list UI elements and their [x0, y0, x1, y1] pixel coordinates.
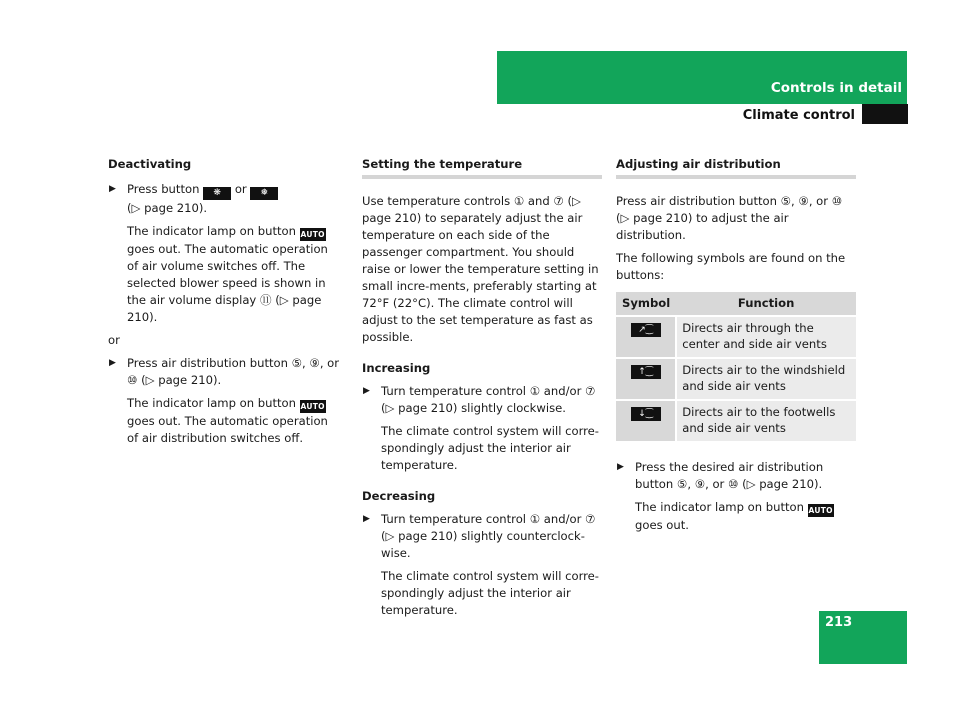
bullet-text: Press the desired air distribution button ⑤, ⑨, or ⑩ (▷ page 210). — [635, 459, 824, 491]
heading-air-distribution: Adjusting air distribution — [616, 157, 856, 179]
column-header-function: Function — [676, 292, 856, 316]
heading-setting-temperature: Setting the temperature — [362, 157, 602, 179]
function-cell: Directs air to the windshield and side air vents — [676, 358, 856, 400]
subsection-title: Climate control — [742, 108, 855, 123]
auto-button-icon: AUTO — [300, 402, 325, 411]
section-title: Controls in detail — [770, 80, 902, 96]
air-center-side-icon: ↗⁐ — [631, 323, 661, 337]
column-deactivating — [108, 157, 340, 453]
bullet-text: Press button — [127, 182, 200, 196]
table-row — [616, 358, 856, 400]
column-setting-temperature — [362, 157, 602, 625]
symbol-cell — [616, 358, 676, 400]
bullet-increasing — [362, 383, 602, 417]
bullet-decreasing — [362, 511, 602, 562]
paragraph-text-start: The indicator lamp on button — [127, 224, 296, 238]
paragraph-intro: Press air distribution button ⑤, ⑨, or ⑩ (▷ page 210) to adjust the air distribution. — [616, 194, 843, 242]
bullet-arrow-icon: ▶ — [363, 386, 370, 396]
fan-high-icon: ❅ — [250, 187, 278, 200]
section-tab-marker — [862, 104, 908, 124]
symbol-cell — [616, 400, 676, 441]
heading-deactivating: Deactivating — [108, 157, 192, 171]
page-reference: (▷ page 210). — [127, 201, 208, 215]
function-cell: Directs air to the footwells and side air vents — [676, 400, 856, 441]
paragraph-text-start: The indicator lamp on button — [127, 396, 296, 410]
page-number: 213 — [825, 615, 853, 630]
symbol-table — [616, 292, 856, 441]
heading-decreasing: Decreasing — [362, 489, 436, 503]
air-footwell-side-icon: ↓⁐ — [631, 407, 661, 421]
auto-button-icon: AUTO — [808, 505, 833, 515]
paragraph-indicator-lamp — [616, 499, 856, 534]
column-air-distribution — [616, 157, 856, 540]
bullet-text: Press air distribution button ⑤, ⑨, or ⑩ (▷ page 210). — [127, 356, 340, 387]
table-header-row — [616, 292, 856, 316]
symbol-cell — [616, 316, 676, 358]
paragraph-intro: Use temperature controls ① and ⑦ (▷ page 210) to separately adjust the air temperature on each side of the passenger compartment. You should raise or lower the temperature setting in small incre-ments, preferably starting at 72°F (22°C). The climate control will adjust to the set temperature as fast as possible. — [362, 194, 599, 344]
table-row — [616, 316, 856, 358]
bullet-text: Turn temperature control ① and/or ⑦ (▷ page 210) slightly clockwise. — [381, 384, 596, 415]
paragraph-increasing: The climate control system will corre-spondingly adjust the interior air temperature. — [381, 424, 599, 472]
auto-button-icon: AUTO — [300, 230, 325, 239]
bullet-arrow-icon: ▶ — [617, 461, 624, 472]
paragraph-text-end: goes out. The automatic operation of air volume switches off. The selected blower speed is shown in the air volume display ⑪ (▷ page 210). — [127, 242, 328, 324]
function-cell: Directs air through the center and side air vents — [676, 316, 856, 358]
paragraph-decreasing: The climate control system will corre-spondingly adjust the interior air temperature. — [381, 569, 599, 617]
bullet-arrow-icon: ▶ — [109, 184, 116, 194]
paragraph-symbols-intro: The following symbols are found on the buttons: — [616, 251, 846, 282]
column-header-symbol: Symbol — [616, 292, 676, 316]
paragraph-text-end: goes out. — [635, 517, 689, 532]
bullet-press-air-distribution — [108, 355, 340, 389]
table-row — [616, 400, 856, 441]
fan-low-icon: ❋ — [203, 187, 231, 200]
bullet-arrow-icon: ▶ — [109, 358, 116, 368]
air-windshield-side-icon: ↑⁐ — [631, 365, 661, 379]
bullet-text: Turn temperature control ① and/or ⑦ (▷ page 210) slightly counterclock-wise. — [381, 512, 596, 560]
paragraph-text-start: The indicator lamp on button — [635, 499, 804, 514]
paragraph-indicator-lamp — [108, 223, 340, 326]
paragraph-text-end: goes out. The automatic operation of air distribution switches off. — [127, 414, 328, 445]
bullet-press-desired-button — [616, 459, 856, 493]
or-separator: or — [108, 333, 120, 347]
heading-increasing: Increasing — [362, 361, 431, 375]
bullet-press-button — [108, 181, 340, 217]
or-text: or — [234, 182, 247, 196]
header-banner — [497, 51, 907, 104]
bullet-arrow-icon: ▶ — [363, 514, 370, 524]
paragraph-indicator-lamp-2 — [108, 395, 340, 447]
